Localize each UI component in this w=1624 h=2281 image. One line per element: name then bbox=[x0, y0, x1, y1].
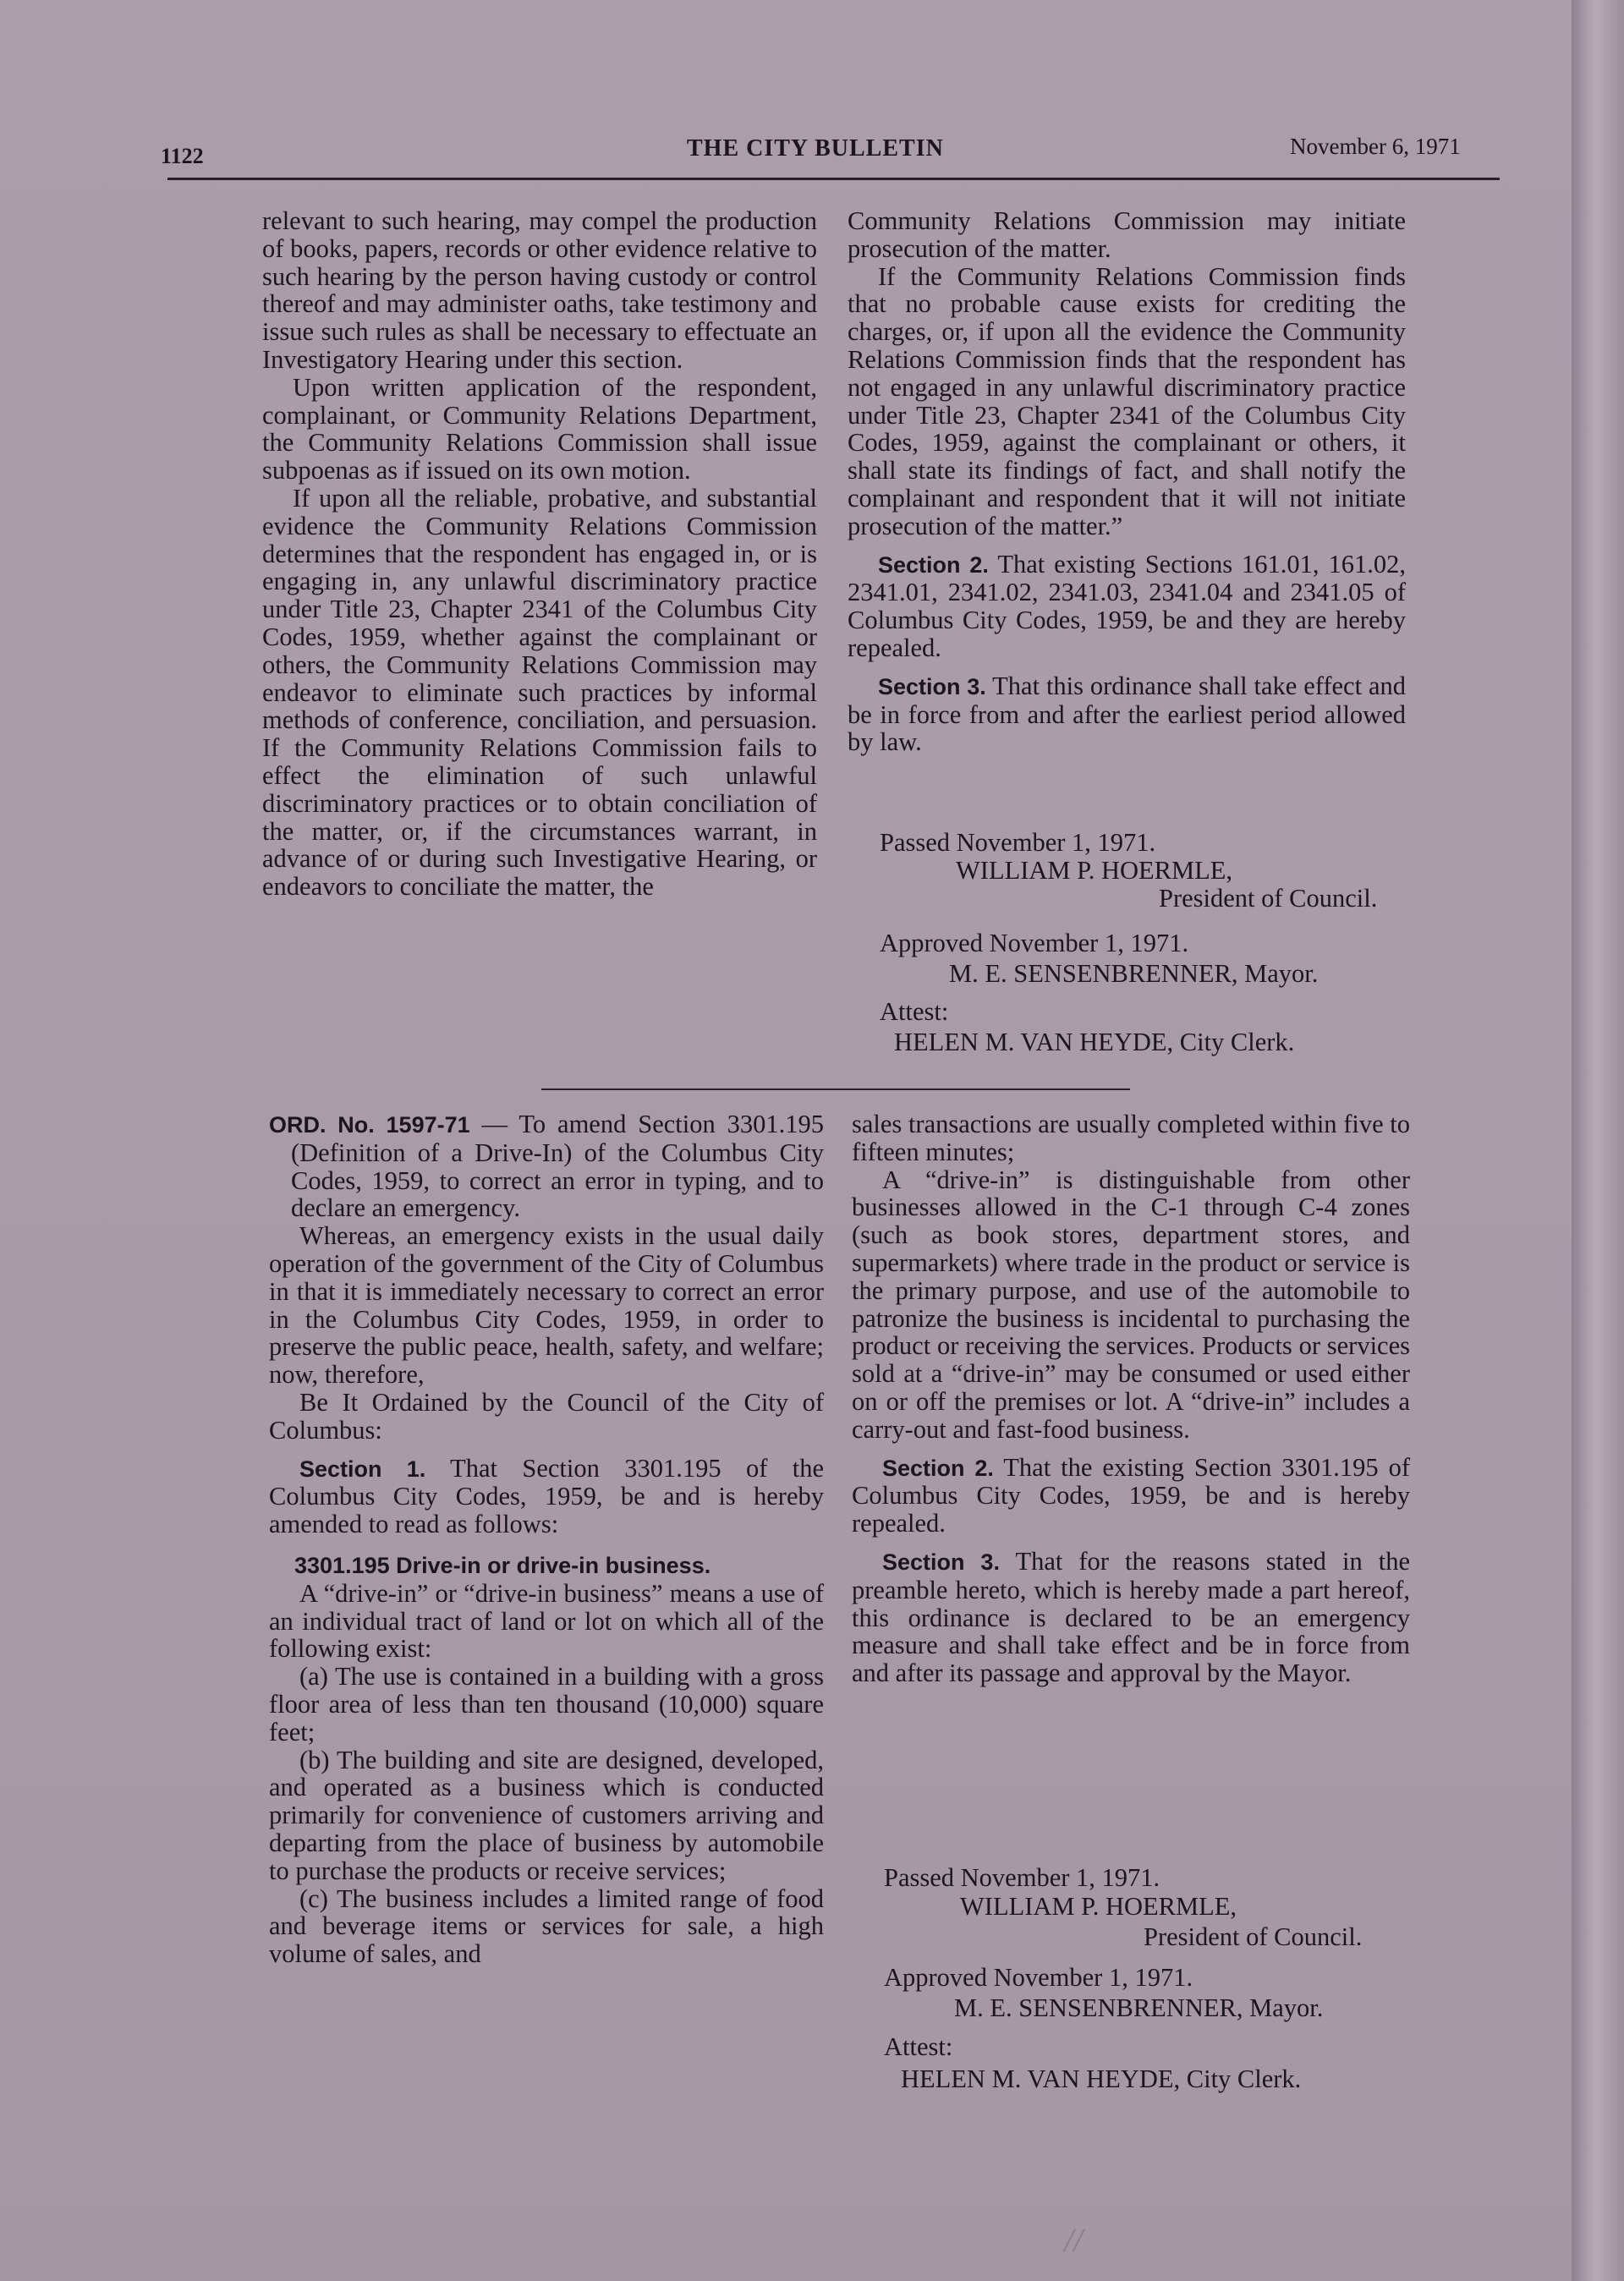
section-text: That the existing Section 3301.195 of Columbus City Codes, 1959, be and is hereby repealed. bbox=[852, 1452, 1411, 1538]
lower-right-column bbox=[852, 1110, 1410, 1687]
section-paragraph bbox=[848, 551, 1406, 662]
attest-label: Attest: bbox=[884, 2032, 953, 2061]
paragraph: sales transactions are usually completed within five to fifteen minutes; bbox=[852, 1110, 1410, 1166]
section-paragraph bbox=[852, 1454, 1410, 1538]
header-rule bbox=[167, 178, 1500, 180]
pencil-mark: // bbox=[1064, 2221, 1084, 2259]
list-item: (c) The business includes a limited range of food and beverage items or services for sale, a high volume of sales, and bbox=[269, 1883, 824, 1969]
adjacent-page-edge bbox=[1572, 0, 1624, 2281]
president-name: WILLIAM P. HOERMLE, bbox=[960, 1892, 1237, 1921]
president-name: WILLIAM P. HOERMLE, bbox=[956, 856, 1232, 885]
paragraph: If upon all the reliable, probative, and substantial evidence the Community Relations Commission determines that the respondent has engaged in, or is engaging in, any unlawful discriminatory practice under Title 23, Chapter 2341 of the Columbus City Codes, 1959, whether against the complainant or others, the Community Relations Commission may endeavor to eliminate such practices by informal methods of conference, conciliation, and persuasion. If the Community Relations Commission fails to effect the elimination of such unlawful discriminatory practices or to obtain conciliation of the matter, or, if the circumstances warrant, in advance of or during such Investigative Hearing, or endeavors to conciliate the matter, the bbox=[262, 483, 817, 902]
mayor-signature: M. E. SENSENBRENNER, Mayor. bbox=[954, 1993, 1324, 2022]
section-text: That this ordinance shall take effect and be in force from and after the earliest period allowed by law. bbox=[848, 671, 1406, 757]
approved-date: Approved November 1, 1971. bbox=[884, 1963, 1193, 1992]
list-item: (a) The use is contained in a building with a gross floor area of less than ten thousand (10,000) square feet; bbox=[269, 1662, 824, 1746]
section-text: That for the reasons stated in the preamble hereto, which is hereby made a part hereof, this ordinance is declared to be an emergency measure and shall take effect and be in force from and after its passage and approval by the Mayor. bbox=[852, 1546, 1410, 1688]
whereas-paragraph: Whereas, an emergency exists in the usual daily operation of the government of the City of Columbus in that it is immediately necessary to correct an error in the Columbus City Codes, 1959, in order to preserve the public peace, health, safety, and welfare; now, therefore, bbox=[269, 1221, 824, 1390]
page-header bbox=[0, 127, 1572, 169]
section-label: Section 2. bbox=[878, 551, 989, 578]
section-paragraph bbox=[852, 1548, 1410, 1687]
ordinance-number: ORD. No. 1597-71 bbox=[269, 1112, 470, 1138]
clerk-signature: HELEN M. VAN HEYDE, City Clerk. bbox=[894, 1028, 1295, 1056]
section-label: Section 1. bbox=[299, 1456, 426, 1482]
passed-date: Passed November 1, 1971. bbox=[880, 828, 1156, 857]
mayor-signature: M. E. SENSENBRENNER, Mayor. bbox=[949, 959, 1319, 988]
paragraph: relevant to such hearing, may compel the production of books, papers, records or other evidence relative to such hearing by the person having custody or control thereof and may administer oaths, take testimony and issue such rules as shall be necessary to effectuate an Investigatory Hearing under this section. bbox=[262, 206, 817, 374]
list-item: (b) The building and site are designed, developed, and operated as a business which is conducted primarily for convenience of customers arriving and departing from the place of business by automobile to purchase the products or receive services; bbox=[269, 1745, 824, 1885]
upper-right-column bbox=[848, 207, 1406, 756]
ordinance-divider bbox=[541, 1088, 1130, 1090]
section-paragraph bbox=[269, 1455, 824, 1538]
clerk-signature: HELEN M. VAN HEYDE, City Clerk. bbox=[901, 2064, 1302, 2093]
section-text: That existing Sections 161.01, 161.02, 2341.01, 2341.02, 2341.03, 2341.04 and 2341.05 of Columbus City Codes, 1959, be and they are hereby repealed. bbox=[848, 549, 1407, 662]
paragraph: A “drive-in” is distinguishable from other businesses allowed in the C-1 through C-4 zones (such as book stores, department stores, and supermarkets) where trade in the product or service is the primary purpose, and use of the automobile to patronize the business is incidental to purchasing the product or receiving the services. Products or services sold at a “drive-in” may be consumed or used either on or off the premises or lot. A “drive-in” includes a carry-out and fast-food business. bbox=[852, 1165, 1410, 1444]
president-title: President of Council. bbox=[1144, 1922, 1363, 1951]
page-number: 1122 bbox=[161, 144, 204, 168]
code-subheading: 3301.195 Drive-in or drive-in business. bbox=[294, 1552, 711, 1578]
section-label: Section 3. bbox=[882, 1549, 1000, 1575]
passed-date: Passed November 1, 1971. bbox=[884, 1863, 1160, 1892]
paragraph: Upon written application of the respondent, complainant, or Community Relations Department, the Community Relations Commission shall issue subpoenas as if issued on its own motion. bbox=[262, 372, 817, 485]
approved-date: Approved November 1, 1971. bbox=[880, 929, 1189, 957]
section-text: That Section 3301.195 of the Columbus City Codes, 1959, be and is hereby amended to read as follows: bbox=[269, 1453, 824, 1539]
section-label: Section 2. bbox=[882, 1455, 994, 1481]
definition-paragraph: A “drive-in” or “drive-in business” means a use of an individual tract of land or lot on which all of the following exist: bbox=[269, 1578, 824, 1664]
ordinance-intro: — To amend Section 3301.195 (Definition of a Drive-In) of the Columbus City Codes, 1959, to correct an error in typing, and to declare an emergency. bbox=[291, 1110, 824, 1223]
ordained-paragraph: Be It Ordained by the Council of the City of Columbus: bbox=[269, 1387, 824, 1445]
publication-title: THE CITY BULLETIN bbox=[687, 135, 944, 162]
attest-label: Attest: bbox=[880, 997, 949, 1026]
section-label: Section 3. bbox=[878, 673, 986, 699]
president-title: President of Council. bbox=[1159, 884, 1378, 913]
paragraph: Community Relations Commission may initiate prosecution of the matter. bbox=[848, 206, 1406, 263]
paragraph: If the Community Relations Commission finds that no probable cause exists for crediting the charges, or, if upon all the evidence the Community Relations Commission finds that the respondent has not engaged in any unlawful discriminatory practice under Title 23, Chapter 2341 of the Columbus City Codes, 1959, against the complainant or others, it shall state its findings of fact, and shall notify the complainant and respondent that it will not initiate prosecution of the matter.” bbox=[848, 261, 1406, 540]
issue-date: November 6, 1971 bbox=[1290, 134, 1461, 159]
section-paragraph bbox=[848, 672, 1406, 756]
ordinance-title bbox=[269, 1110, 824, 1222]
lower-left-column bbox=[269, 1110, 824, 1968]
upper-left-column bbox=[262, 207, 817, 901]
